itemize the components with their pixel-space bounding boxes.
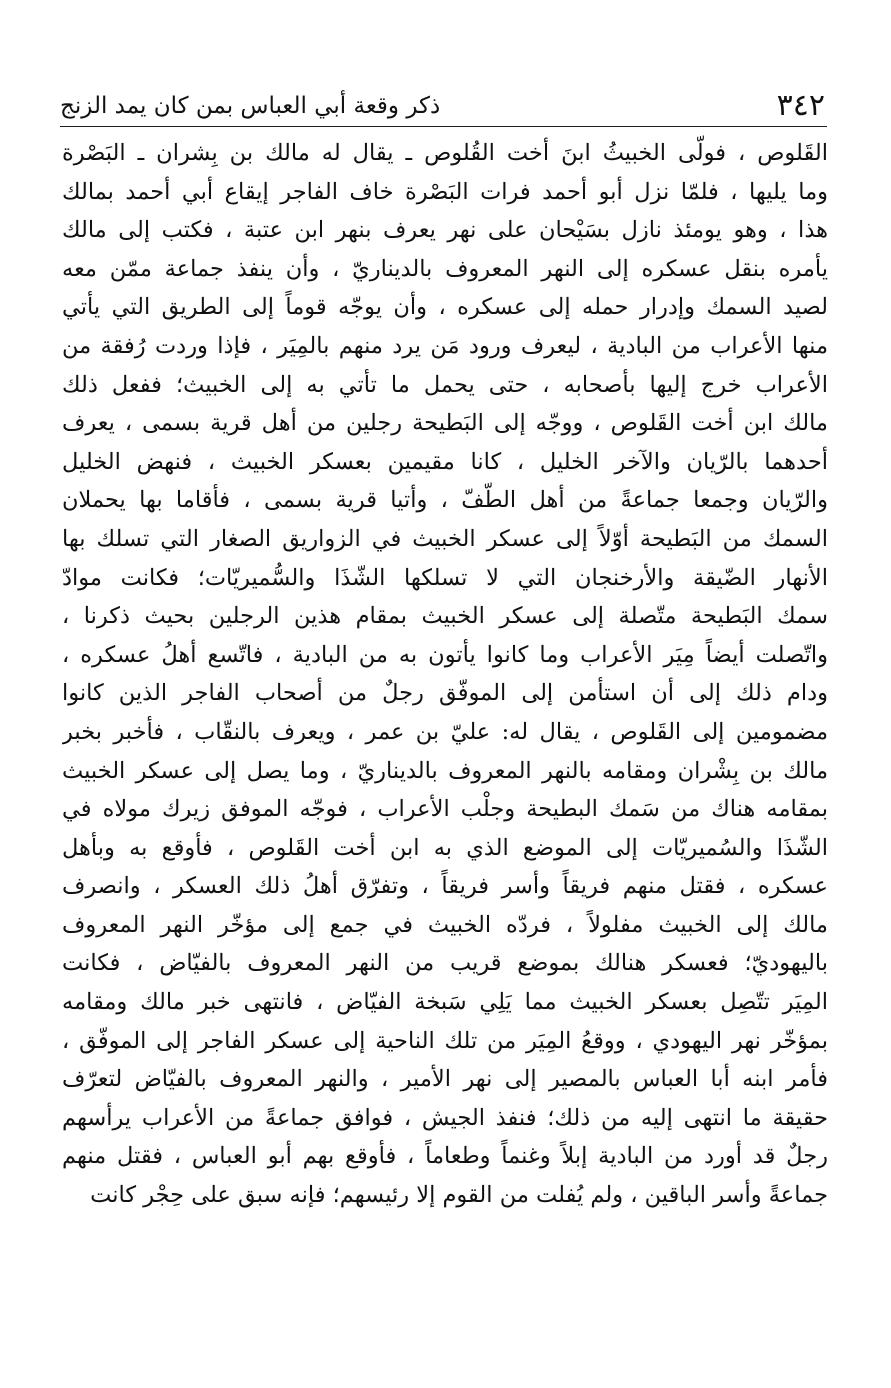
text-line-15: ودام ذلك إلى أن استأمن إلى الموفّق رجلٌ من أصحاب الفاجر الذين كانوا — [62, 680, 828, 707]
running-header — [60, 84, 825, 124]
text-line-9: أحدهما بالرّيان والآخر الخليل ، كانا مقيمين بعسكر الخبيث ، فنهض الخليل — [62, 448, 828, 475]
text-line-21: مالك إلى الخبيث مفلولاً ، فردّه الخبيث في جمع إلى مؤخّر النهر المعروف — [62, 911, 828, 938]
text-line-27: رجلٌ قد أورد من البادية إبلاً وغنماً وطعاماً ، فأوقع بهم أبو العباس ، فقتل منهم — [62, 1143, 828, 1170]
chapter-title: ذكر وقعة أبي العباس بمن كان يمد الزنج — [60, 93, 441, 119]
text-line-11: السمك من البَطيحة أوّلاً إلى عسكر الخبيث في الزواريق الصغار التي تسلك بها — [62, 525, 828, 552]
text-line-23: المِيَر تتّصِل بعسكر الخبيث مما يَلِي سَبخة الفيّاض ، فانتهى خبر مالك ومقامه — [62, 989, 828, 1016]
text-line-8: مالك ابن أخت القَلوص ، ووجّه إلى البَطيحة رجلين من أهل قرية بسمى ، يعرف — [62, 410, 828, 437]
text-line-3: هذا ، وهو يومئذ نازل بسَيْحان على نهر يعرف بنهر ابن عتبة ، فكتب إلى مالك — [62, 217, 828, 244]
header-divider — [60, 126, 827, 127]
text-line-17: مالك بن بِشْران ومقامه بالنهر المعروف بالديناريّ ، وما يصل إلى عسكر الخبيث — [62, 757, 828, 784]
body-text — [62, 134, 828, 1215]
text-line-10: والرّيان وجمعا جماعةً من أهل الطّفّ ، وأتيا قرية بسمى ، فأقاما بها يحملان — [62, 487, 828, 514]
text-line-2: وما يليها ، فلمّا نزل أبو أحمد فرات البَصْرة خاف الفاجر إيقاع أبي أحمد بمالك — [62, 178, 828, 205]
text-line-24: بمؤخّر نهر اليهودي ، ووقعُ المِيَر من تلك الناحية إلى عسكر الفاجر إلى الموفّق ، — [62, 1027, 828, 1054]
text-line-13: سمك البَطيحة متّصلة إلى عسكر الخبيث بمقام هذين الرجلين بحيث ذكرنا ، — [62, 603, 828, 630]
text-line-25: فأمر ابنه أبا العباس بالمصير إلى نهر الأمير ، والنهر المعروف بالفيّاض لتعرّف — [62, 1066, 828, 1093]
text-line-19: الشّذَا والسُميريّات إلى الموضع الذي به ابن أخت القَلوص ، فأوقع به وبأهل — [62, 834, 828, 861]
text-line-14: واتّصلت أيضاً مِيَر الأعراب وما كانوا يأتون به من البادية ، فاتّسع أهلُ عسكره ، — [62, 641, 828, 668]
page-number: ٣٤٢ — [776, 88, 825, 123]
text-line-1: القَلوص ، فولّى الخبيثُ ابنَ أخت القُلوص ـ يقال له مالك بن بِشران ـ البَصْرة — [62, 140, 828, 166]
text-line-20: عسكره ، فقتل منهم فريقاً وأسر فريقاً ، وتفرّق أهلُ ذلك العسكر ، وانصرف — [62, 873, 828, 900]
text-line-26: حقيقة ما انتهى إليه من ذلك؛ فنفذ الجيش ، فوافق جماعةً من الأعراب يرأسهم — [62, 1104, 828, 1131]
text-line-18: بمقامه هناك من سَمك البطيحة وجلْب الأعراب ، فوجّه الموفق زيرك مولاه في — [62, 796, 828, 823]
text-line-22: باليهوديّ؛ فعسكر هنالك بموضع قريب من النهر المعروف بالفيّاض ، فكانت — [62, 950, 828, 977]
text-line-4: يأمره بنقل عسكره إلى النهر المعروف بالديناريّ ، وأن ينفذ جماعة ممّن معه — [62, 255, 828, 282]
text-line-16: مضمومين إلى القَلوص ، يقال له: عليّ بن عمر ، ويعرف بالنقّاب ، فأخبر بخبر — [62, 718, 828, 745]
text-line-7: الأعراب خرج إليها بأصحابه ، حتى يحمل ما تأتي به إلى الخبيث؛ ففعل ذلك — [62, 371, 828, 398]
text-line-12: الأنهار الضّيقة والأرخنجان التي لا تسلكها الشّذَا والسُّميريّات؛ فكانت موادّ — [62, 564, 828, 591]
text-line-6: منها الأعراب من البادية ، ليعرف ورود مَن يرد منهم بالمِيَر ، فإذا وردت رُفقة من — [62, 332, 828, 359]
text-line-5: لصيد السمك وإدرار حمله إلى عسكره ، وأن يوجّه قوماً إلى الطريق التي يأتي — [62, 294, 828, 321]
text-line-28: جماعةً وأسر الباقين ، ولم يُفلت من القوم إلا رئيسهم؛ فإنه سبق على حِجْر كانت — [90, 1182, 828, 1209]
